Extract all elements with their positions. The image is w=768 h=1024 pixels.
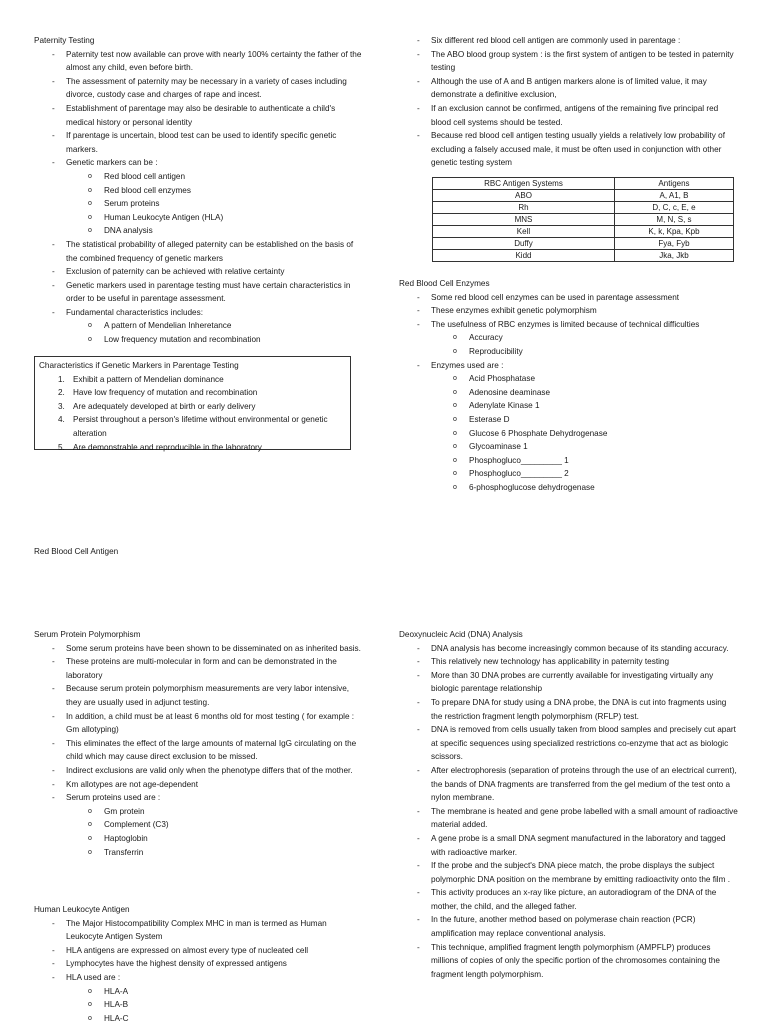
list-item: - The membrane is heated and gene probe labelled with a small amount of radioactive material added. [399,805,739,832]
paternity-list [34,48,364,170]
item-number: 1. [58,374,65,384]
list-item: - To prepare DNA for study using a DNA probe, the DNA is cut into fragments using the restriction fragment length polymorphism (RFLP) test. [399,696,739,723]
table-cell: MNS [433,214,615,226]
table-cell: Rh [433,202,615,214]
table-cell: M, N, S, s [614,214,733,226]
list-item: - If the probe and the subject's DNA piece match, the probe displays the subject polymorphic DNA position on the membrane by emitting radioactivity onto the film . [399,859,739,886]
list-item: - Km allotypes are not age-dependent [34,778,364,792]
table-header-row [433,178,734,190]
list-item: - Establishment of parentage may also be desirable to authenticate a child's medical history or personal identity [34,102,364,129]
fundamentals-list [34,319,364,346]
table-cell: A, A1, B [614,190,733,202]
paternity-heading: Paternity Testing [34,36,95,45]
table-cell: Kell [433,226,615,238]
list-item: - This eliminates the effect of the large amounts of maternal IgG circulating on the child which may cause direct exclusion to be missed. [34,737,364,764]
list-item: - More than 30 DNA probes are currently available for investigating virtually any biologic parentage relationship [399,669,739,696]
list-item: - The usefulness of RBC enzymes is limited because of technical difficulties [399,318,739,332]
list-item: o Low frequency mutation and recombination [34,333,364,347]
list-item: - This activity produces an x-ray like picture, an autoradiogram of the DNA of the mother, the child, and the alleged father. [399,886,739,913]
list-item: - Genetic markers can be : [34,156,364,170]
list-item: - Six different red blood cell antigen are commonly used in parentage : [399,34,739,48]
item-number: 5. [58,442,65,452]
list-item: - Lymphocytes have the highest density of expressed antigens [34,957,364,971]
list-item: - Fundamental characteristics includes: [34,306,364,320]
item-text: Exhibit a pattern of Mendelian dominance [73,374,224,384]
list-item: - DNA is removed from cells usually taken from blood samples and precisely cut apart at specific sequences using specialized restrictions co-enzyme that act as biologic scissors. [399,723,739,764]
list-item: - These enzymes exhibit genetic polymorphism [399,304,739,318]
list-item [39,373,346,387]
list-item: - DNA analysis has become increasingly common because of its standing accuracy. [399,642,739,656]
list-item: o Acid Phosphatase [399,372,739,386]
table-cell: K, k, Kpa, Kpb [614,226,733,238]
marker-types-list [34,170,364,238]
list-item: o Glycoaminase 1 [399,440,739,454]
rbc-antigen-list [399,34,739,170]
dna-section [399,628,739,981]
difficulties-list [399,331,739,358]
item-text: Are adequately developed at birth or early delivery [73,401,256,411]
enzymes-used-list [399,372,739,494]
characteristics-list [39,373,346,455]
list-item: - If an exclusion cannot be confirmed, antigens of the remaining five principal red blood cell systems should be tested. [399,102,739,129]
dna-list [399,642,739,982]
list-item: - The statistical probability of alleged paternity can be established on the basis of the combined frequency of genetic markers [34,238,364,265]
table-cell: Duffy [433,238,615,250]
list-item: - Indirect exclusions are valid only when the phenotype differs that of the mother. [34,764,364,778]
rbc-enzymes-heading: Red Blood Cell Enzymes [399,279,490,288]
list-item: - A gene probe is a small DNA segment manufactured in the laboratory and tagged with radioactive marker. [399,832,739,859]
list-item [39,413,346,440]
table-row [433,238,734,250]
list-item: - The Major Histocompatibility Complex MHC in man is termed as Human Leukocyte Antigen System [34,917,364,944]
dna-heading: Deoxynucleic Acid (DNA) Analysis [399,630,523,639]
item-text: Are demonstrable and reproducible in the laboratory [73,442,262,452]
list-item: - Genetic markers used in parentage testing must have certain characteristics in order to be useful in parentage assessment. [34,279,364,306]
paternity-list-2 [34,238,364,320]
list-item: - If parentage is uncertain, blood test can be used to identify specific genetic markers. [34,129,364,156]
list-item: - Some serum proteins have been shown to be disseminated on as inherited basis. [34,642,364,656]
table-cell: Fya, Fyb [614,238,733,250]
table-row [433,190,734,202]
list-item: - Paternity test now available can prove with nearly 100% certainty the father of the almost any child, even before birth. [34,48,364,75]
table-row [433,226,734,238]
list-item: o 6-phosphoglucose dehydrogenase [399,481,739,495]
table-row [433,250,734,262]
rbc-antigen-table [432,177,734,262]
list-item: - Because red blood cell antigen testing usually yields a relatively low probability of excluding a falsely accused male, it must be often used in conjunction with other genetic testing system [399,129,739,170]
hla-list [34,917,364,985]
list-item: - In addition, a child must be at least 6 months old for most testing ( for example : Gm allotyping) [34,710,364,737]
list-item: o Red blood cell antigen [34,170,364,184]
serum-used-list [34,805,364,859]
enzymes-used-label-list [399,359,739,373]
list-item: o Phosphogluco_________ 2 [399,467,739,481]
list-item: o Adenylate Kinase 1 [399,399,739,413]
serum-list [34,642,364,805]
list-item: - Because serum protein polymorphism measurements are very labor intensive, they are usually used in adjunct testing. [34,682,364,709]
list-item: - In the future, another method based on polymerase chain reaction (PCR) amplification may replace conventional analysis. [399,913,739,940]
list-item: o Serum proteins [34,197,364,211]
list-item: o Reproducibility [399,345,739,359]
list-item: - This relatively new technology has applicability in paternity testing [399,655,739,669]
list-item: - HLA used are : [34,971,364,985]
list-item: - After electrophoresis (separation of proteins through the use of an electrical current), the bands of DNA fragments are transferred from the gel medium of the test onto a nylon membrane. [399,764,739,805]
list-item: o Accuracy [399,331,739,345]
characteristics-box [34,356,351,450]
table-header: RBC Antigen Systems [433,178,615,190]
list-item: o Adenosine deaminase [399,386,739,400]
list-item: - Exclusion of paternity can be achieved with relative certainty [34,265,364,279]
list-item: - These proteins are multi-molecular in form and can be demonstrated in the laboratory [34,655,364,682]
hla-section [34,903,364,1024]
list-item: o Transferrin [34,846,364,860]
hla-used-list [34,985,364,1024]
list-item [39,400,346,414]
item-text: Have low frequency of mutation and recombination [73,388,258,398]
list-item: - Although the use of A and B antigen markers alone is of limited value, it may demonstrate a definitive exclusion, [399,75,739,102]
serum-heading: Serum Protein Polymorphism [34,630,141,639]
list-item: o Human Leukocyte Antigen (HLA) [34,211,364,225]
table-cell: Jka, Jkb [614,250,733,262]
list-item: o HLA-C [34,1012,364,1024]
table-row [433,214,734,226]
item-number: 2. [58,388,65,398]
list-item: o A pattern of Mendelian Inheretance [34,319,364,333]
list-item: o Complement (C3) [34,818,364,832]
serum-section [34,628,364,859]
list-item: - Some red blood cell enzymes can be used in parentage assessment [399,291,739,305]
list-item [39,386,346,400]
rbc-antigen-section [399,34,739,170]
table-cell: Kidd [433,250,615,262]
list-item: o HLA-A [34,985,364,999]
list-item: o Gm protein [34,805,364,819]
list-item: - Enzymes used are : [399,359,739,373]
item-text: Persist throughout a person's lifetime without environmental or genetic alteration [73,415,328,438]
list-item: - The ABO blood group system : is the first system of antigen to be tested in paternity testing [399,48,739,75]
table-row [433,202,734,214]
list-item: o HLA-B [34,998,364,1012]
characteristics-title: Characteristics if Genetic Markers in Parentage Testing [39,361,239,370]
paternity-section [34,34,364,347]
list-item: o Esterase D [399,413,739,427]
table-cell: D, C, c, E, e [614,202,733,214]
list-item [39,441,346,455]
list-item: o Red blood cell enzymes [34,184,364,198]
list-item: - HLA antigens are expressed on almost every type of nucleated cell [34,944,364,958]
rbc-enzymes-section [399,277,739,495]
table-cell: ABO [433,190,615,202]
list-item: o Phosphogluco_________ 1 [399,454,739,468]
table-header: Antigens [614,178,733,190]
list-item: o Haptoglobin [34,832,364,846]
list-item: o DNA analysis [34,224,364,238]
rbc-enzymes-list [399,291,739,332]
list-item: o Glucose 6 Phosphate Dehydrogenase [399,427,739,441]
list-item: - Serum proteins used are : [34,791,364,805]
item-number: 3. [58,401,65,411]
list-item: - This technique, amplified fragment length polymorphism (AMPFLP) produces millions of copies of only the specific portion of the chromosomes containing the fragment length polymorphism. [399,941,739,982]
rbc-antigen-heading: Red Blood Cell Antigen [34,547,119,556]
item-number: 4. [58,415,65,425]
hla-heading: Human Leukocyte Antigen [34,905,130,914]
list-item: - The assessment of paternity may be necessary in a variety of cases including divorce, custody case and charges of rape and incest. [34,75,364,102]
